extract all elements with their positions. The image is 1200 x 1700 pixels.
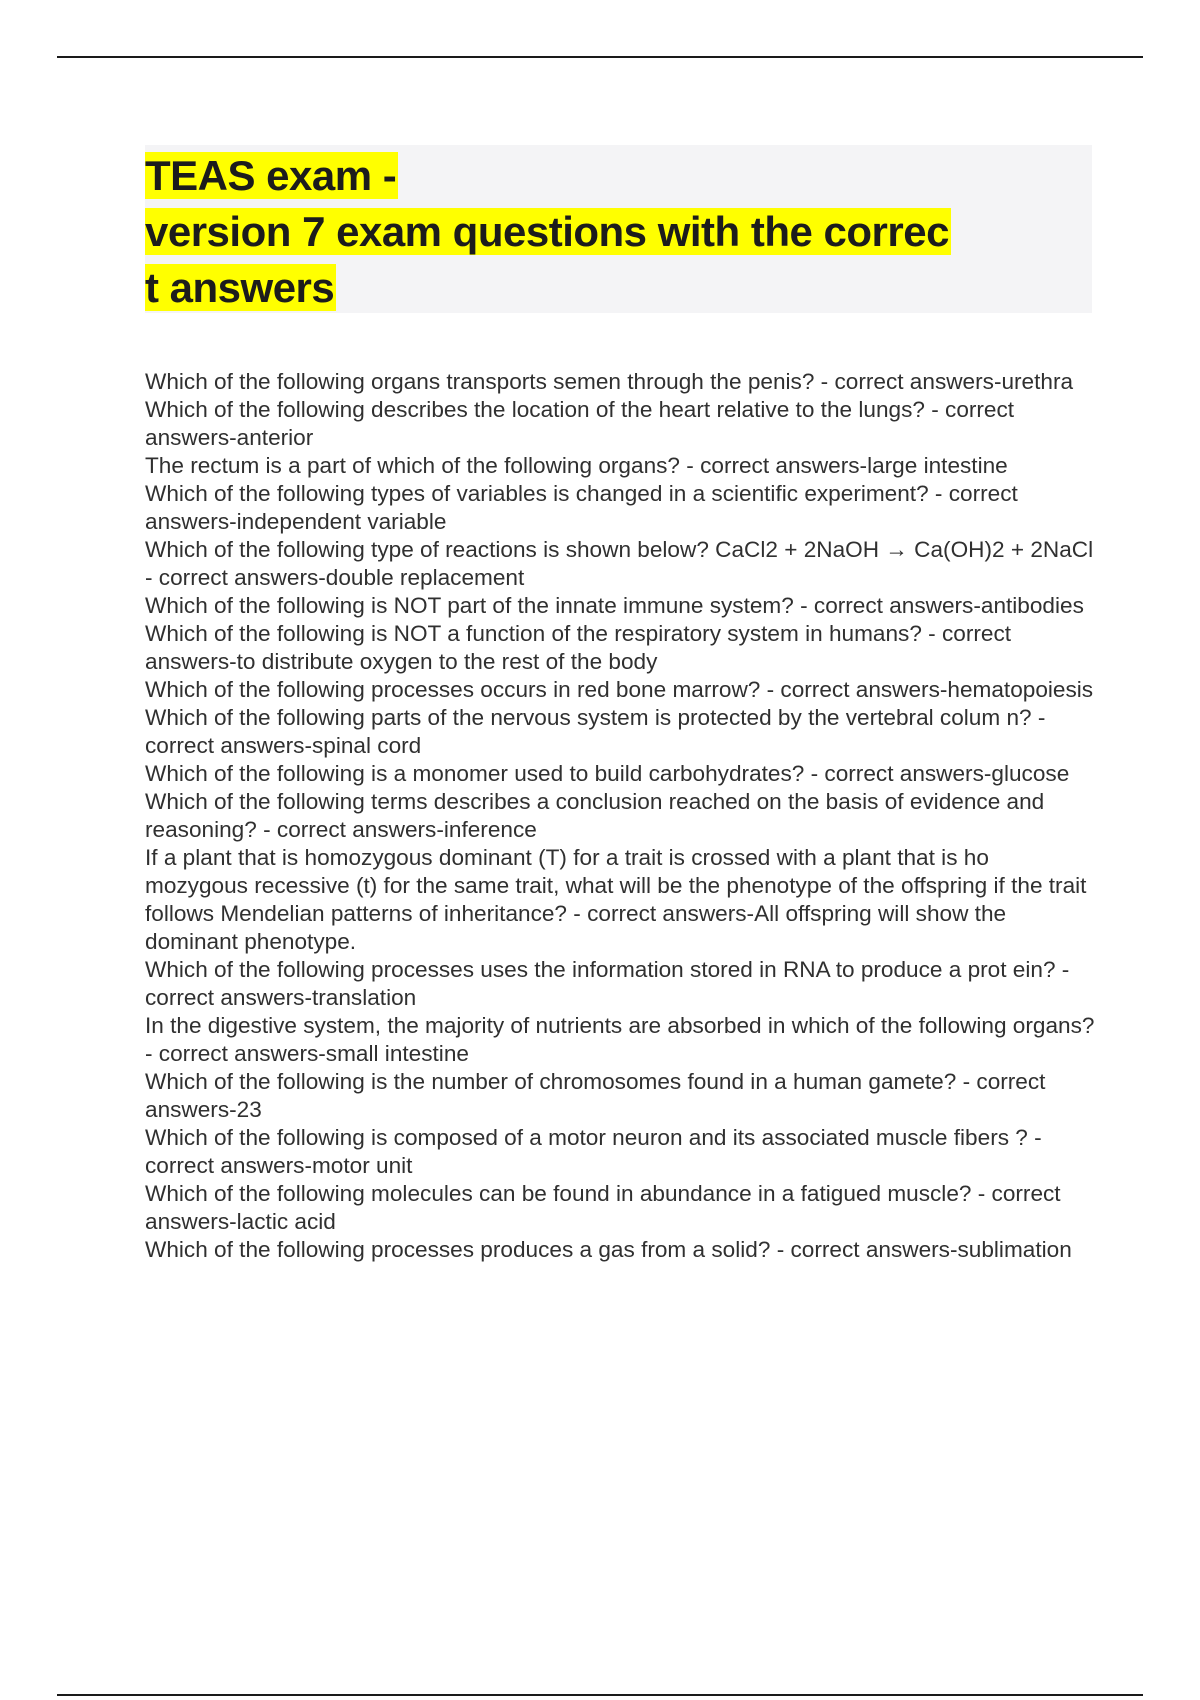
qa-item [145, 1124, 1095, 1180]
answer-text: antibodies [980, 593, 1084, 618]
question-text: Which of the following is the number of chromosomes found in a human gamete? [145, 1069, 957, 1094]
answer-separator: - correct answers- [145, 1069, 1046, 1122]
title-highlight: t answers [145, 264, 335, 311]
qa-item [145, 1012, 1095, 1068]
bottom-rule [57, 1694, 1143, 1696]
answer-separator: - correct answers- [793, 593, 981, 618]
answer-text: glucose [991, 761, 1070, 786]
answer-separator: - correct answers- [680, 453, 868, 478]
answer-text: sublimation [957, 1237, 1072, 1262]
answer-separator: - correct answers- [145, 565, 326, 590]
question-text: Which of the following organs transports semen through the penis? [145, 369, 815, 394]
answer-separator: - correct answers- [256, 817, 444, 842]
question-text: Which of the following is composed of a motor neuron and its associated muscle fibers ? [145, 1125, 1028, 1150]
qa-item [145, 368, 1095, 396]
qa-item [145, 1236, 1095, 1264]
qa-item [145, 1180, 1095, 1236]
question-text: Which of the following describes the location of the heart relative to the lungs? [145, 397, 925, 422]
answer-text: inference [443, 817, 537, 842]
answer-text: translation [311, 985, 417, 1010]
answer-separator: - correct answers- [145, 397, 1015, 450]
question-text: Which of the following terms describes a conclusion reached on the basis of evidence and reasoning? [145, 789, 1045, 842]
question-text: Which of the following is a monomer used to build carbohydrates? [145, 761, 805, 786]
answer-separator: - correct answers- [814, 369, 1002, 394]
document-title [145, 148, 1085, 316]
qa-item [145, 760, 1095, 788]
question-text: Which of the following molecules can be found in abundance in a fatigued muscle? [145, 1181, 972, 1206]
question-text: Which of the following processes uses the information stored in RNA to produce a prot ein? [145, 957, 1056, 982]
answer-separator: - correct answers- [145, 1041, 326, 1066]
title-line [145, 148, 1085, 204]
qa-item [145, 396, 1095, 452]
answer-text: anterior [236, 425, 314, 450]
qa-item [145, 452, 1095, 480]
qa-item [145, 536, 1095, 592]
answer-separator: - correct answers- [145, 481, 1018, 534]
answer-text: lactic acid [236, 1209, 336, 1234]
question-text: Which of the following is NOT a function of the respiratory system in humans? [145, 621, 922, 646]
answer-text: small intestine [325, 1041, 469, 1066]
answer-separator: - correct answers- [804, 761, 992, 786]
question-text: In the digestive system, the majority of nutrients are absorbed in which of the following organs? [145, 1013, 1095, 1038]
answer-separator: - correct answers- [145, 1125, 1042, 1178]
qa-item [145, 592, 1095, 620]
answer-separator: - correct answers- [770, 1237, 958, 1262]
question-text: Which of the following type of reactions is shown below? CaCl2 + 2NaOH → Ca(OH)2 + 2NaCl [145, 537, 1094, 562]
qa-item [145, 704, 1095, 760]
answer-text: motor unit [311, 1153, 413, 1178]
answer-separator: - correct answers- [760, 677, 948, 702]
answer-separator: - correct answers- [145, 1181, 1061, 1234]
qa-item [145, 620, 1095, 676]
answer-text: large intestine [867, 453, 1008, 478]
top-rule [57, 56, 1143, 58]
answer-text: hematopoiesis [947, 677, 1094, 702]
answer-text: to distribute oxygen to the rest of the body [236, 649, 658, 674]
title-highlight: version 7 exam questions with the correc [145, 208, 949, 255]
title-highlight: TEAS exam - [145, 152, 397, 199]
answer-separator: - correct answers- [145, 705, 1046, 758]
answer-separator: - correct answers- [145, 621, 1012, 674]
question-text: Which of the following types of variables is changed in a scientific experiment? [145, 481, 929, 506]
answer-separator: - correct answers- [145, 957, 1070, 1010]
question-text: Which of the following processes occurs in red bone marrow? [145, 677, 761, 702]
answer-text: double replacement [325, 565, 525, 590]
question-text: Which of the following is NOT part of the innate immune system? [145, 593, 794, 618]
question-text: The rectum is a part of which of the following organs? [145, 453, 680, 478]
answer-text: 23 [236, 1097, 262, 1122]
answer-text: All offspring will show the dominant phenotype. [145, 901, 1007, 954]
answer-text: independent variable [236, 509, 447, 534]
question-text: Which of the following parts of the nervous system is protected by the vertebral colum n? [145, 705, 1032, 730]
qa-item [145, 480, 1095, 536]
qa-item [145, 956, 1095, 1012]
answer-separator: - correct answers- [567, 901, 755, 926]
title-line [145, 204, 1085, 260]
answer-text: spinal cord [311, 733, 422, 758]
title-line [145, 260, 1085, 316]
qa-item [145, 788, 1095, 844]
qa-item [145, 1068, 1095, 1124]
question-text: Which of the following processes produces a gas from a solid? [145, 1237, 771, 1262]
question-answer-list [145, 368, 1095, 1264]
answer-text: urethra [1001, 369, 1074, 394]
question-text: If a plant that is homozygous dominant (T) for a trait is crossed with a plant that is ho mozygous recessive (t) for the same trait, what will be the phenotype of the offspring if the trait follows Mendelian patterns of inheritance? [145, 845, 1087, 926]
qa-item [145, 676, 1095, 704]
qa-item [145, 844, 1095, 956]
